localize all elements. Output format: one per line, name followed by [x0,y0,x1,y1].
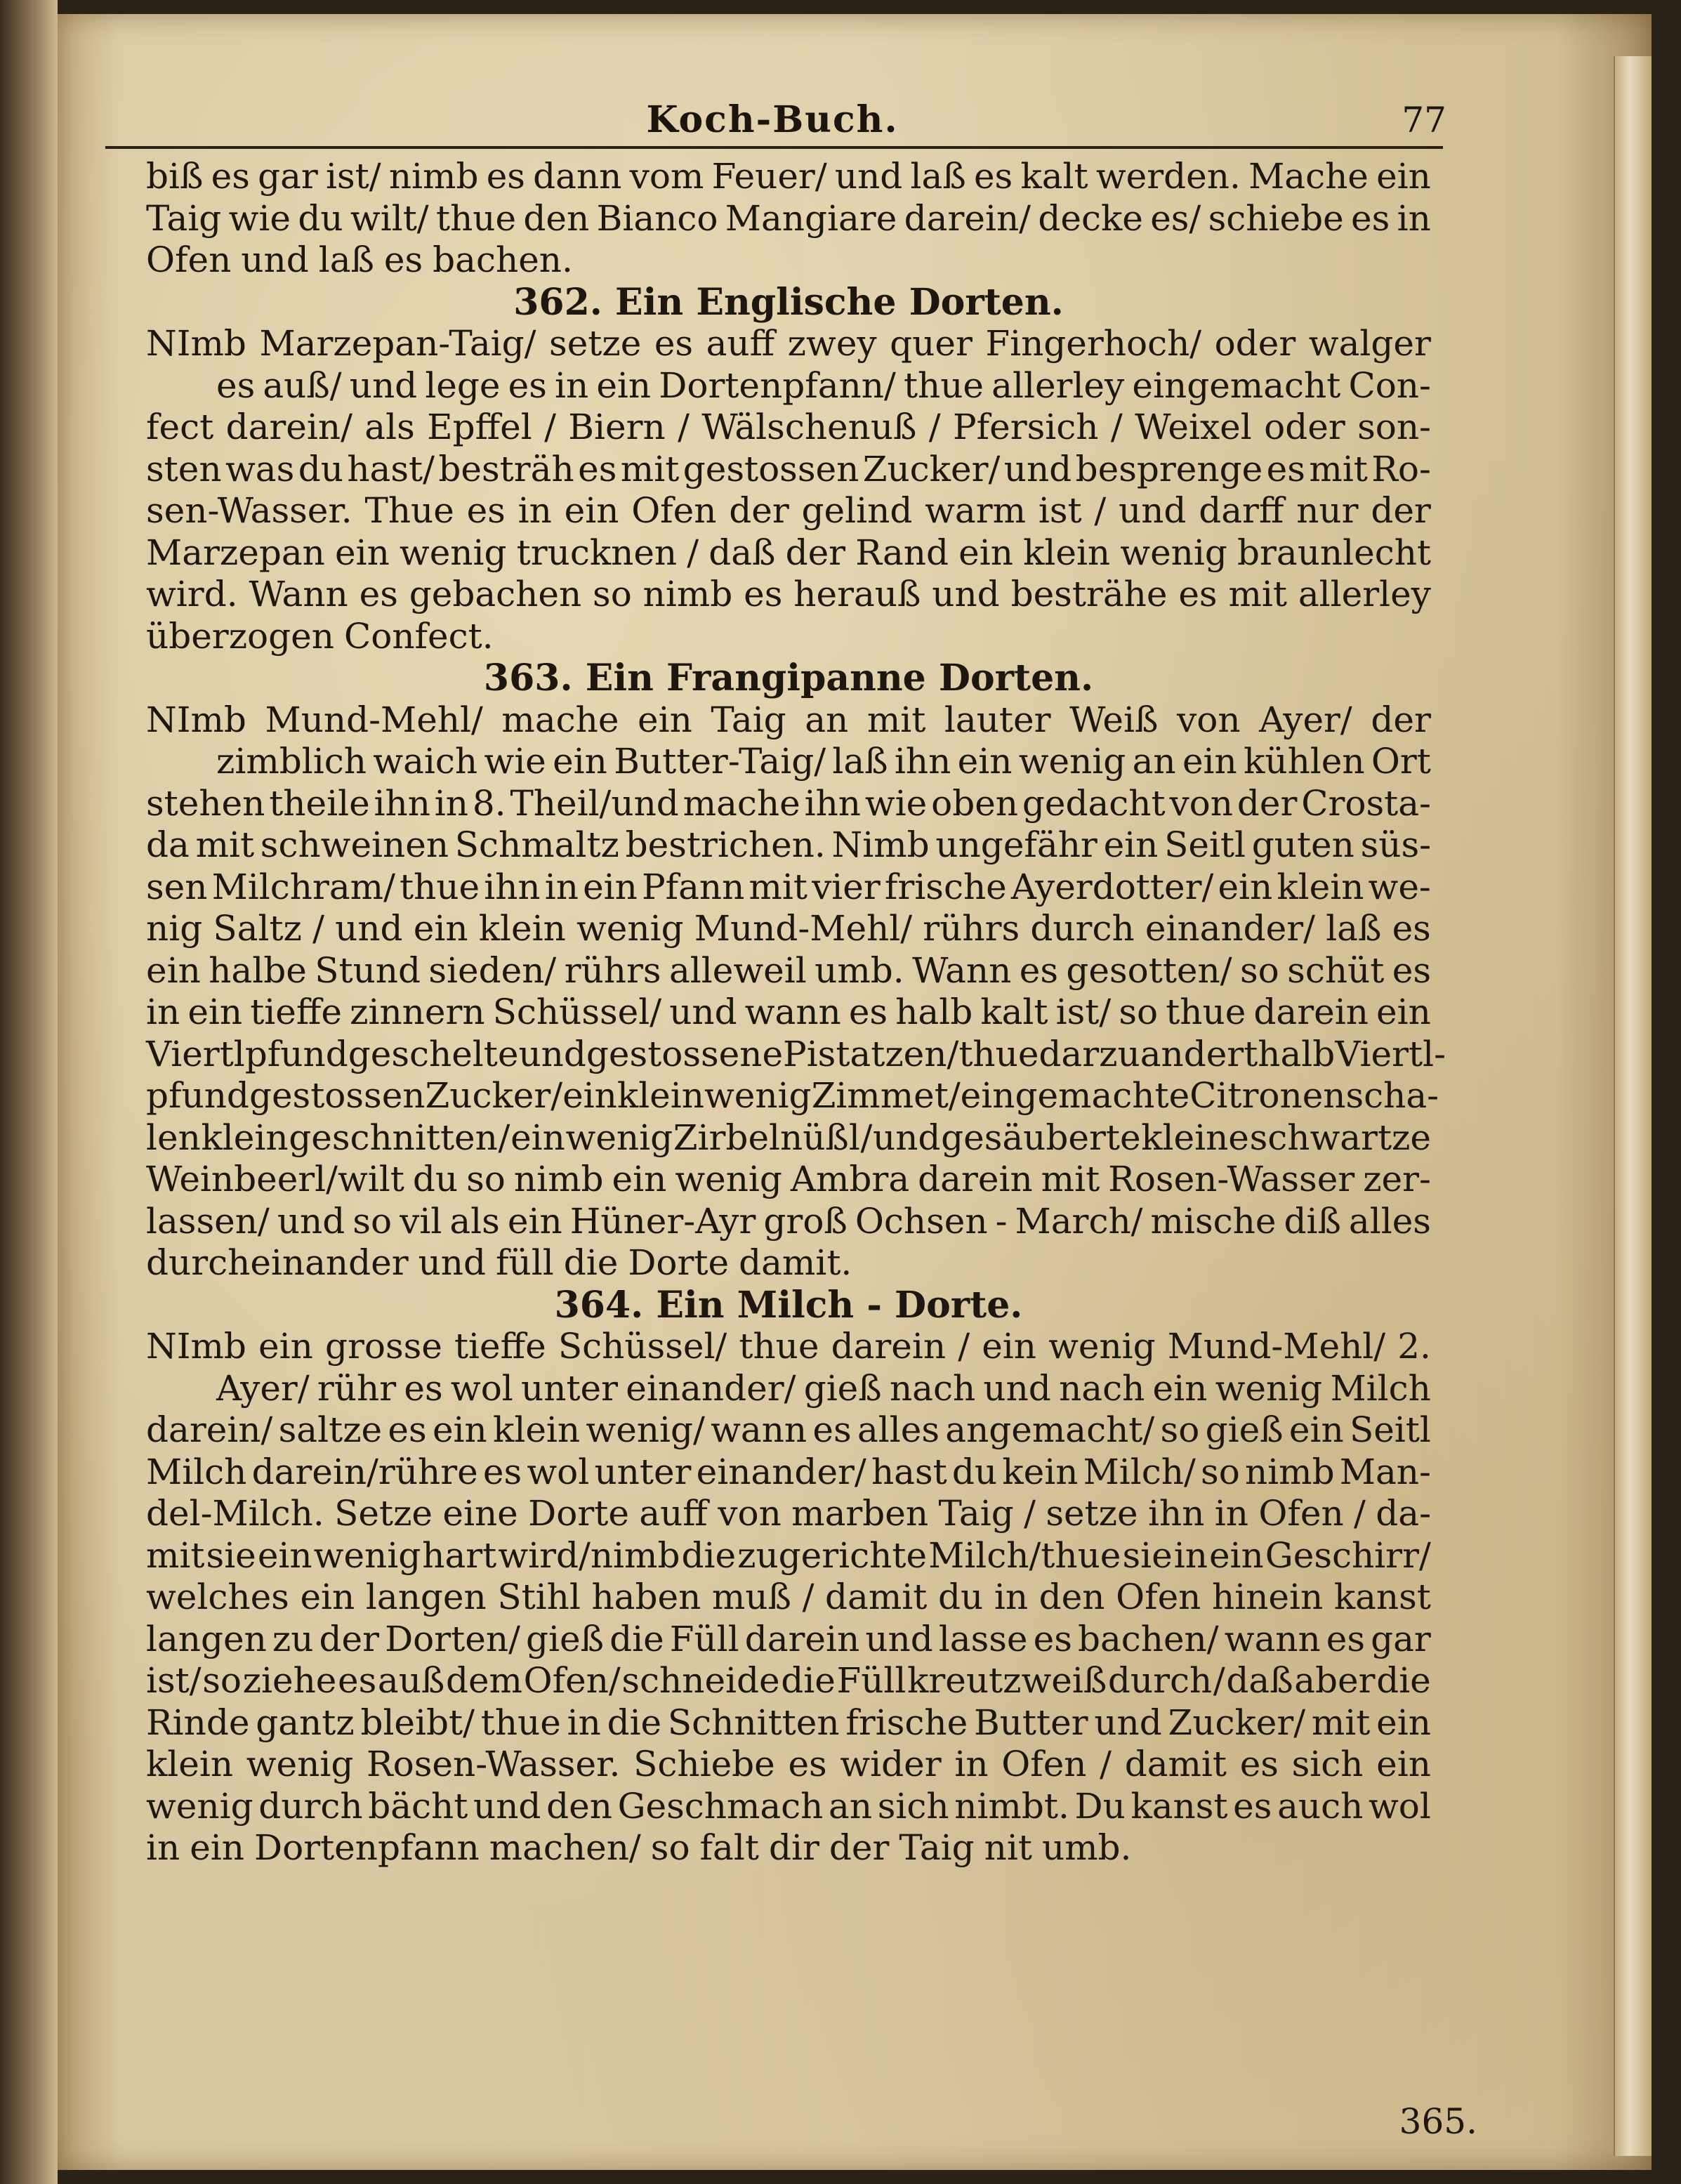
text-line: durcheinander und füll die Dorte damit. [146,1242,852,1283]
text-line: Marzepan ein wenig trucknen / daß der Rand ein klein wenig braunlecht [146,532,1431,573]
text-line: sten was du hast/ besträh es mit gestossen Zucker/ und besprenge es mit Ro- [146,448,1431,489]
text-line: mit sie ein wenig hart wird/nimb die zugerichte Milch/thue sie in ein Geschirr/ [146,1534,1431,1576]
text-line: ist/ so ziehe es auß dem Ofen/ schneide die Füll kreutzweiß durch / daß aber die [146,1660,1431,1701]
text-line: Taig wie du wilt/ thue den Bianco Mangiare darein/ decke es/ schiebe es in [146,197,1431,239]
text-line: Ofen und laß es bachen. [146,239,573,280]
text-line: Viertlpfund geschelte und gestossene Pistatzen/ thue darzu anderthalb Viertl- [146,1033,1446,1074]
text-line: biß es gar ist/ nimb es dann vom Feuer/ und laß es kalt werden. Mache ein [146,156,1431,197]
recipe-heading-362: 362. Ein Englische Dorten. [513,280,1064,324]
text-line: in ein Dortenpfann machen/ so falt dir der Taig nit umb. [146,1827,1132,1868]
catchword-custos: 365. [1399,2101,1477,2142]
text-line: fect darein/ als Epffel / Biern / Wälschenuß / Pfersich / Weixel oder son- [146,407,1431,447]
text-line: NImb Mund-Mehl/ mache ein Taig an mit lauter Weiß von Ayer/ der [146,699,1431,740]
recipe-text [146,156,1446,1869]
text-line: langen zu der Dorten/ gieß die Füll darein und lasse es bachen/ wann es gar [146,1618,1431,1659]
text-line: es auß/ und lege es in ein Dortenpfann/ thue allerley eingemacht Con- [216,364,1431,406]
text-line: welches ein langen Stihl haben muß / damit du in den Ofen hinein kanst [146,1577,1431,1617]
text-line: pfund gestossen Zucker/ ein klein wenig Zimmet / eingemachte Citronenscha- [146,1075,1439,1116]
text-line: wenig durch bächt und den Geschmach an sich nimbt. Du kanst es auch wol [146,1785,1431,1827]
text-line: sen-Wasser. Thue es in ein Ofen der gelind warm ist / und darff nur der [146,490,1431,531]
recipe-heading-363: 363. Ein Frangipanne Dorten. [483,657,1094,699]
text-line: überzogen Confect. [146,615,494,657]
recipe-heading-364: 364. Ein Milch - Dorte. [554,1283,1023,1327]
text-line: da mit schweinen Schmaltz bestrichen. Nimb ungefähr ein Seitl guten süs- [146,824,1431,865]
text-line: in ein tieffe zinnern Schüssel/ und wann es halb kalt ist/ so thue darein ein [146,992,1431,1032]
running-title: Koch-Buch. [646,98,899,141]
page-stack-edge [1614,56,1652,2156]
text-line: len klein geschnitten / ein wenig Zirbelnüßl / und gesäuberte kleine schwartze [146,1117,1431,1158]
text-line: del-Milch. Setze eine Dorte auff von marben Taig / setze ihn in Ofen / da- [146,1493,1431,1534]
text-line: NImb Marzepan-Taig/ setze es auff zwey quer Fingerhoch/ oder walger [146,323,1431,364]
page-number: 77 [1402,100,1446,140]
text-line: Rinde gantz bleibt/ thue in die Schnitten frische Butter und Zucker/ mit ein [146,1702,1431,1743]
text-line: stehen theile ihn in 8. Theil/und mache ihn wie oben gedacht von der Crosta- [146,782,1431,824]
text-line: klein wenig Rosen-Wasser. Schiebe es wider in Ofen / damit es sich ein [146,1744,1431,1784]
text-line: nig Saltz / und ein klein wenig Mund-Mehl/ rührs durch einander/ laß es [146,908,1431,949]
text-line: Milch darein/rühre es wol unter einander/ hast du kein Milch/ so nimb Man- [146,1451,1431,1492]
text-line: lassen/ und so vil als ein Hüner-Ayr groß Ochsen - March/ mische diß alles [146,1200,1431,1242]
text-line: ein halbe Stund sieden/ rührs alleweil umb. Wann es gesotten/ so schüt es [146,949,1431,991]
text-line: darein/ saltze es ein klein wenig/ wann es alles angemacht/ so gieß ein Seitl [146,1409,1431,1450]
header-rule [105,146,1443,149]
text-line: sen Milchram/ thue ihn in ein Pfann mit vier frische Ayerdotter/ ein klein we- [146,866,1431,907]
text-line: wird. Wann es gebachen so nimb es herauß und besträhe es mit allerley [146,574,1431,614]
text-line: zimblich waich wie ein Butter-Taig/ laß ihn ein wenig an ein kühlen Ort [216,741,1431,782]
text-line: Weinbeerl/wilt du so nimb ein wenig Ambra darein mit Rosen-Wasser zer- [146,1159,1431,1199]
page-header [105,91,1446,154]
text-line: NImb ein grosse tieffe Schüssel/ thue darein / ein wenig Mund-Mehl/ 2. [146,1326,1431,1367]
previous-page-edge [0,0,58,2184]
text-line: Ayer/ rühr es wol unter einander/ gieß nach und nach ein wenig Milch [216,1367,1431,1409]
